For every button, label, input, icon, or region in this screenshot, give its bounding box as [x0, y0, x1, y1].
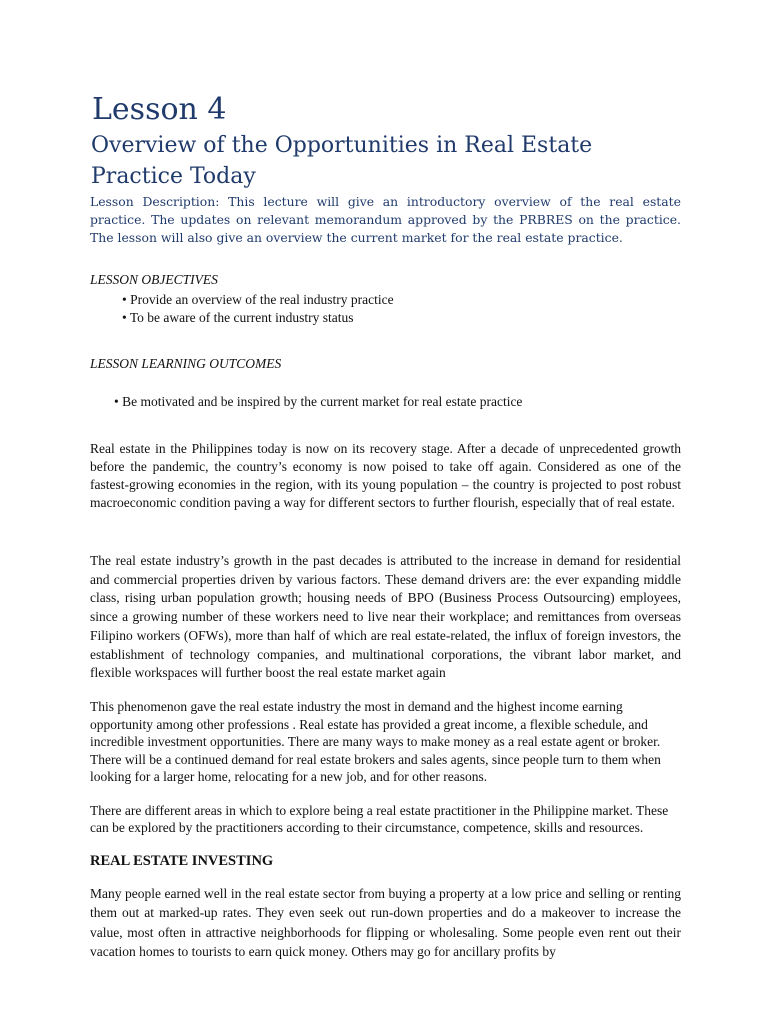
lesson-title: Overview of the Opportunities in Real Estate Practice Today [91, 133, 593, 189]
paragraph-recovery: Real estate in the Philippines today is now on its recovery stage. After a decade of unprecedented growth before the pandemic, the country’s economy is now poised to take off again. Considered as one of the fastest-growing economies in the region, with its young population – the country is projected to post robust macroeconomic condition paving a way for different sectors to further flourish, especially that of real estate. [90, 441, 681, 510]
objectives-heading: LESSON OBJECTIVES [90, 272, 218, 287]
lesson-description: Lesson Description: This lecture will give an introductory overview of the real estate practice. The updates on relevant memorandum approved by the PRBRES on the practice. The lesson will also give an overview the current market for the real estate practice. [90, 194, 681, 245]
outcomes-heading: LESSON LEARNING OUTCOMES [90, 356, 282, 371]
list-item: • Provide an overview of the real industry practice [122, 292, 394, 307]
objectives-list [122, 291, 394, 327]
paragraph-growth: The real estate industry’s growth in the past decades is attributed to the increase in demand for residential and commercial properties driven by various factors. These demand drivers are: the ever expanding middle class, rising urban population growth; housing needs of BPO (Business Process Outsourcing) employees, since a growing number of these workers need to live near their workplace; and remittances from overseas Filipino workers (OFWs), more than half of which are real estate-related, the influx of foreign investors, the establishment of technology companies, and multinational corporations, the vibrant labor market, and flexible workspaces will further boost the real estate market again [90, 553, 681, 681]
list-item: • Be motivated and be inspired by the current market for real estate practice [114, 394, 523, 409]
list-item: • To be aware of the current industry status [122, 310, 354, 325]
paragraph-areas: There are different areas in which to explore being a real estate practitioner in the Philippine market. These can be explored by the practitioners according to their circumstance, competence, skills and resources. [90, 803, 669, 836]
paragraph-phenomenon: This phenomenon gave the real estate industry the most in demand and the highest income earning opportunity among other professions . Real estate has provided a great income, a flexible schedule, and incredible investment opportunities. There are many ways to make money as a real estate agent or broker. There will be a continued demand for real estate brokers and sales agents, since people turn to them when looking for a larger home, relocating for a new job, and for other reasons. [90, 699, 661, 785]
outcomes-list [114, 393, 522, 411]
paragraph-investing: Many people earned well in the real estate sector from buying a property at a low price and selling or renting them out at marked-up rates. They even seek out run-down properties and do a makeover to increase the value, most often in attractive neighborhoods for flipping or wholesaling. Some people even rent out their vacation homes to tourists to earn quick money. Others may go for ancillary profits by [90, 886, 681, 959]
investing-heading: REAL ESTATE INVESTING [90, 853, 274, 869]
lesson-number: Lesson 4 [92, 92, 227, 127]
